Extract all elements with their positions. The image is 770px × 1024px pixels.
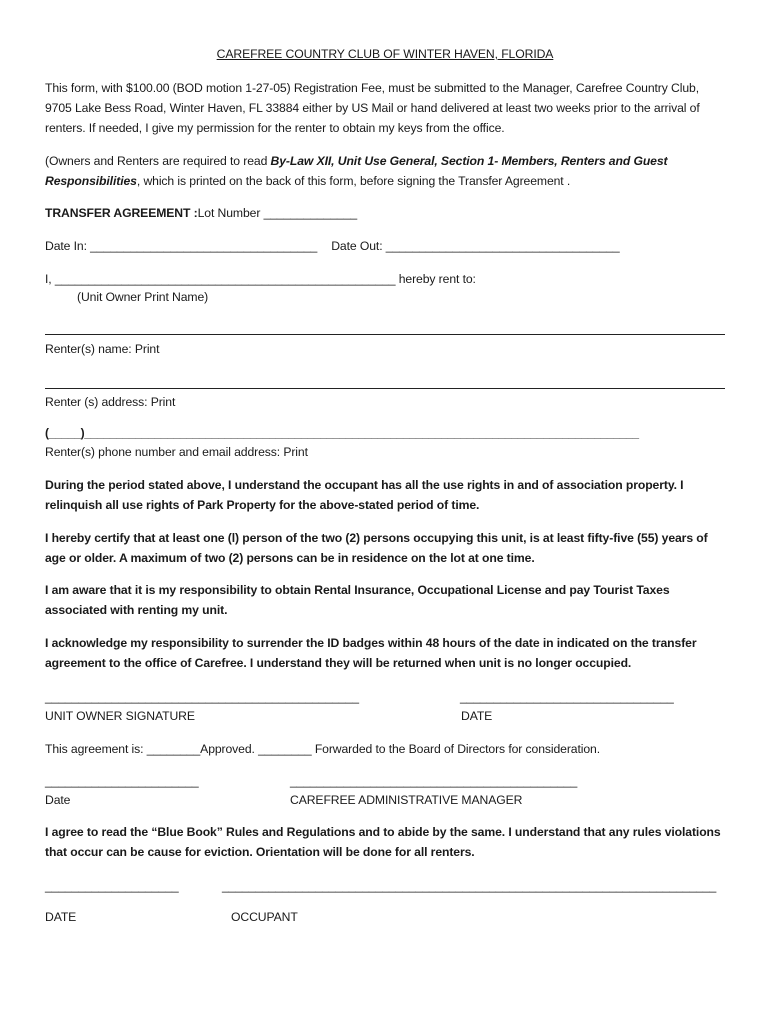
admin-manager-label: CAREFREE ADMINISTRATIVE MANAGER [290, 793, 523, 807]
blue-book-paragraph: I agree to read the “Blue Book” Rules and Regulations and to abide by the same. I understand that any rules violations that occur can be cause for eviction. Orientation will be done for all renters. [45, 825, 721, 859]
intro-paragraph: This form, with $100.00 (BOD motion 1-27-05) Registration Fee, must be submitted to the Manager, Carefree Country Club, 9705 Lake Bess Road, Winter Haven, FL 33884 either by US Mail or hand delivered at least two weeks prior to the arrival of renters. If needed, I give my permission for the renter to obtain my keys from the office. [45, 81, 700, 135]
transfer-agreement-row [45, 206, 725, 220]
use-rights-paragraph: During the period stated above, I understand the occupant has all the use rights in and of association property. I relinquish all use rights of Park Property for the above-stated period of time. [45, 478, 684, 512]
renter-name-line[interactable] [45, 334, 725, 335]
renter-address-line[interactable] [45, 388, 725, 389]
occupant-signature-line[interactable]: __________________________________________________________________________ [222, 879, 717, 893]
approval-line[interactable]: This agreement is: ________Approved. ________ Forwarded to the Board of Directors for consideration. [45, 742, 601, 756]
occupant-date-line[interactable]: ____________________ [45, 879, 179, 893]
bylaw-paragraph [45, 151, 725, 191]
admin-date-label: Date [45, 793, 71, 807]
age-certification-paragraph: I hereby certify that at least one (l) person of the two (2) persons occupying this unit, is at least fifty-five (55) years of age or older. A maximum of two (2) persons can be in residence on the lot at one time. [45, 531, 708, 565]
dates-row [45, 239, 725, 253]
badges-paragraph: I acknowledge my responsibility to surrender the ID badges within 48 hours of the date in indicated on the transfer agreement to the office of Carefree. I understand they will be returned when unit is no longer occupied. [45, 636, 697, 670]
date-in-field[interactable]: Date In: __________________________________ [45, 239, 318, 253]
phone-email-field[interactable]: (_____)_______________________________________________________________________________________ [45, 426, 639, 440]
owner-signature-line[interactable]: _______________________________________________ [45, 690, 359, 704]
owner-date-line[interactable]: ________________________________ [460, 690, 674, 704]
owner-date-label: DATE [461, 709, 493, 723]
bylaw-prefix: (Owners and Renters are required to read [45, 154, 271, 168]
form-title: CAREFREE COUNTRY CLUB OF WINTER HAVEN, FLORIDA [216, 47, 554, 61]
bylaw-reference: By-Law XII, Unit Use General, Section 1- Members, Renters and Guest Responsibilities [45, 154, 668, 188]
lot-number-field[interactable]: Lot Number ______________ [197, 206, 358, 220]
occupant-date-label: DATE [45, 910, 77, 924]
owner-name-field[interactable]: I, ___________________________________________________ hereby rent to: [45, 272, 476, 286]
admin-date-line[interactable]: _______________________ [45, 774, 199, 788]
insurance-paragraph: I am aware that it is my responsibility to obtain Rental Insurance, Occupational License and pay Tourist Taxes associated with renting my unit. [45, 583, 670, 617]
admin-manager-line[interactable]: ___________________________________________ [290, 774, 578, 788]
transfer-agreement-label: TRANSFER AGREEMENT : [45, 206, 198, 220]
date-out-field[interactable]: Date Out: ___________________________________ [331, 239, 620, 253]
owner-name-caption: (Unit Owner Print Name) [77, 290, 209, 304]
renter-name-label: Renter(s) name: Print [45, 342, 160, 356]
phone-email-label: Renter(s) phone number and email address: Print [45, 445, 308, 459]
bylaw-suffix: , which is printed on the back of this form, before signing the Transfer Agreement . [136, 174, 571, 188]
renter-address-label: Renter (s) address: Print [45, 395, 176, 409]
occupant-label: OCCUPANT [231, 910, 298, 924]
owner-signature-label: UNIT OWNER SIGNATURE [45, 709, 195, 723]
